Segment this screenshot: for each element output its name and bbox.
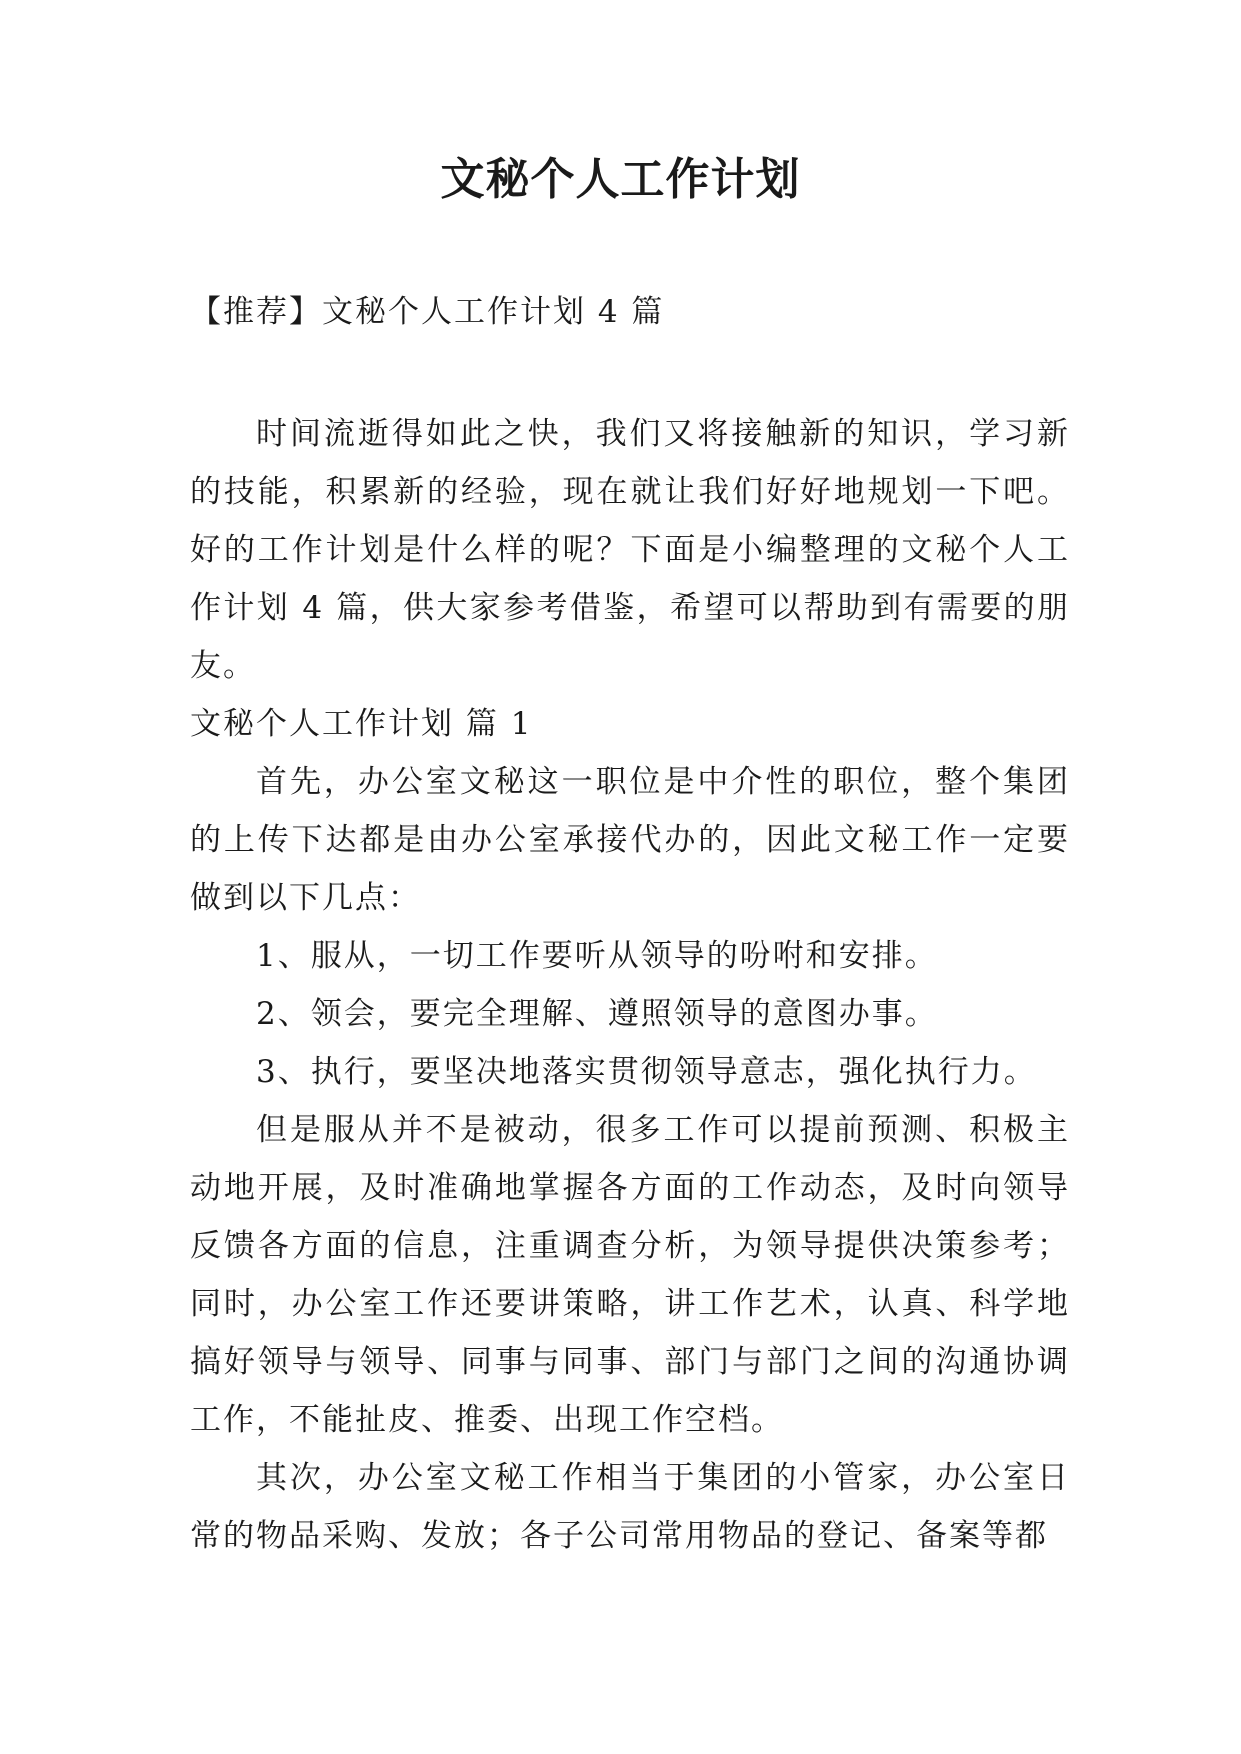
body-paragraph: 其次，办公室文秘工作相当于集团的小管家，办公室日常的物品采购、发放；各子公司常用物品的登记、备案等都 <box>190 1460 1070 1554</box>
body-paragraph: 但是服从并不是被动，很多工作可以提前预测、积极主动地开展，及时准确地掌握各方面的工作动态，及时向领导反馈各方面的信息，注重调查分析，为领导提供决策参考；同时，办公室工作还要讲策略，讲工作艺术，认真、科学地搞好领导与领导、同事与同事、部门与部门之间的沟通协调工作，不能扯皮、推委、出现工作空档。 <box>190 1112 1070 1438</box>
intro-paragraph: 时间流逝得如此之快，我们又将接触新的知识，学习新的技能，积累新的经验，现在就让我们好好地规划一下吧。好的工作计划是什么样的呢？下面是小编整理的文秘个人工作计划 4 篇，供大家参考借鉴，希望可以帮助到有需要的朋友。 <box>190 416 1070 684</box>
document-title: 文秘个人工作计划 <box>440 154 801 205</box>
list-item: 1、服从，一切工作要听从领导的吩咐和安排。 <box>256 938 938 974</box>
body-paragraph: 首先，办公室文秘这一职位是中介性的职位，整个集团的上传下达都是由办公室承接代办的，因此文秘工作一定要做到以下几点： <box>190 764 1070 916</box>
list-item: 2、领会，要完全理解、遵照领导的意图办事。 <box>256 996 938 1032</box>
document-subtitle: 【推荐】文秘个人工作计划 4 篇 <box>190 294 665 330</box>
list-item: 3、执行，要坚决地落实贯彻领导意志，强化执行力。 <box>256 1054 1037 1090</box>
document-body <box>190 405 1070 1565</box>
section-heading: 文秘个人工作计划 篇 1 <box>190 706 533 742</box>
